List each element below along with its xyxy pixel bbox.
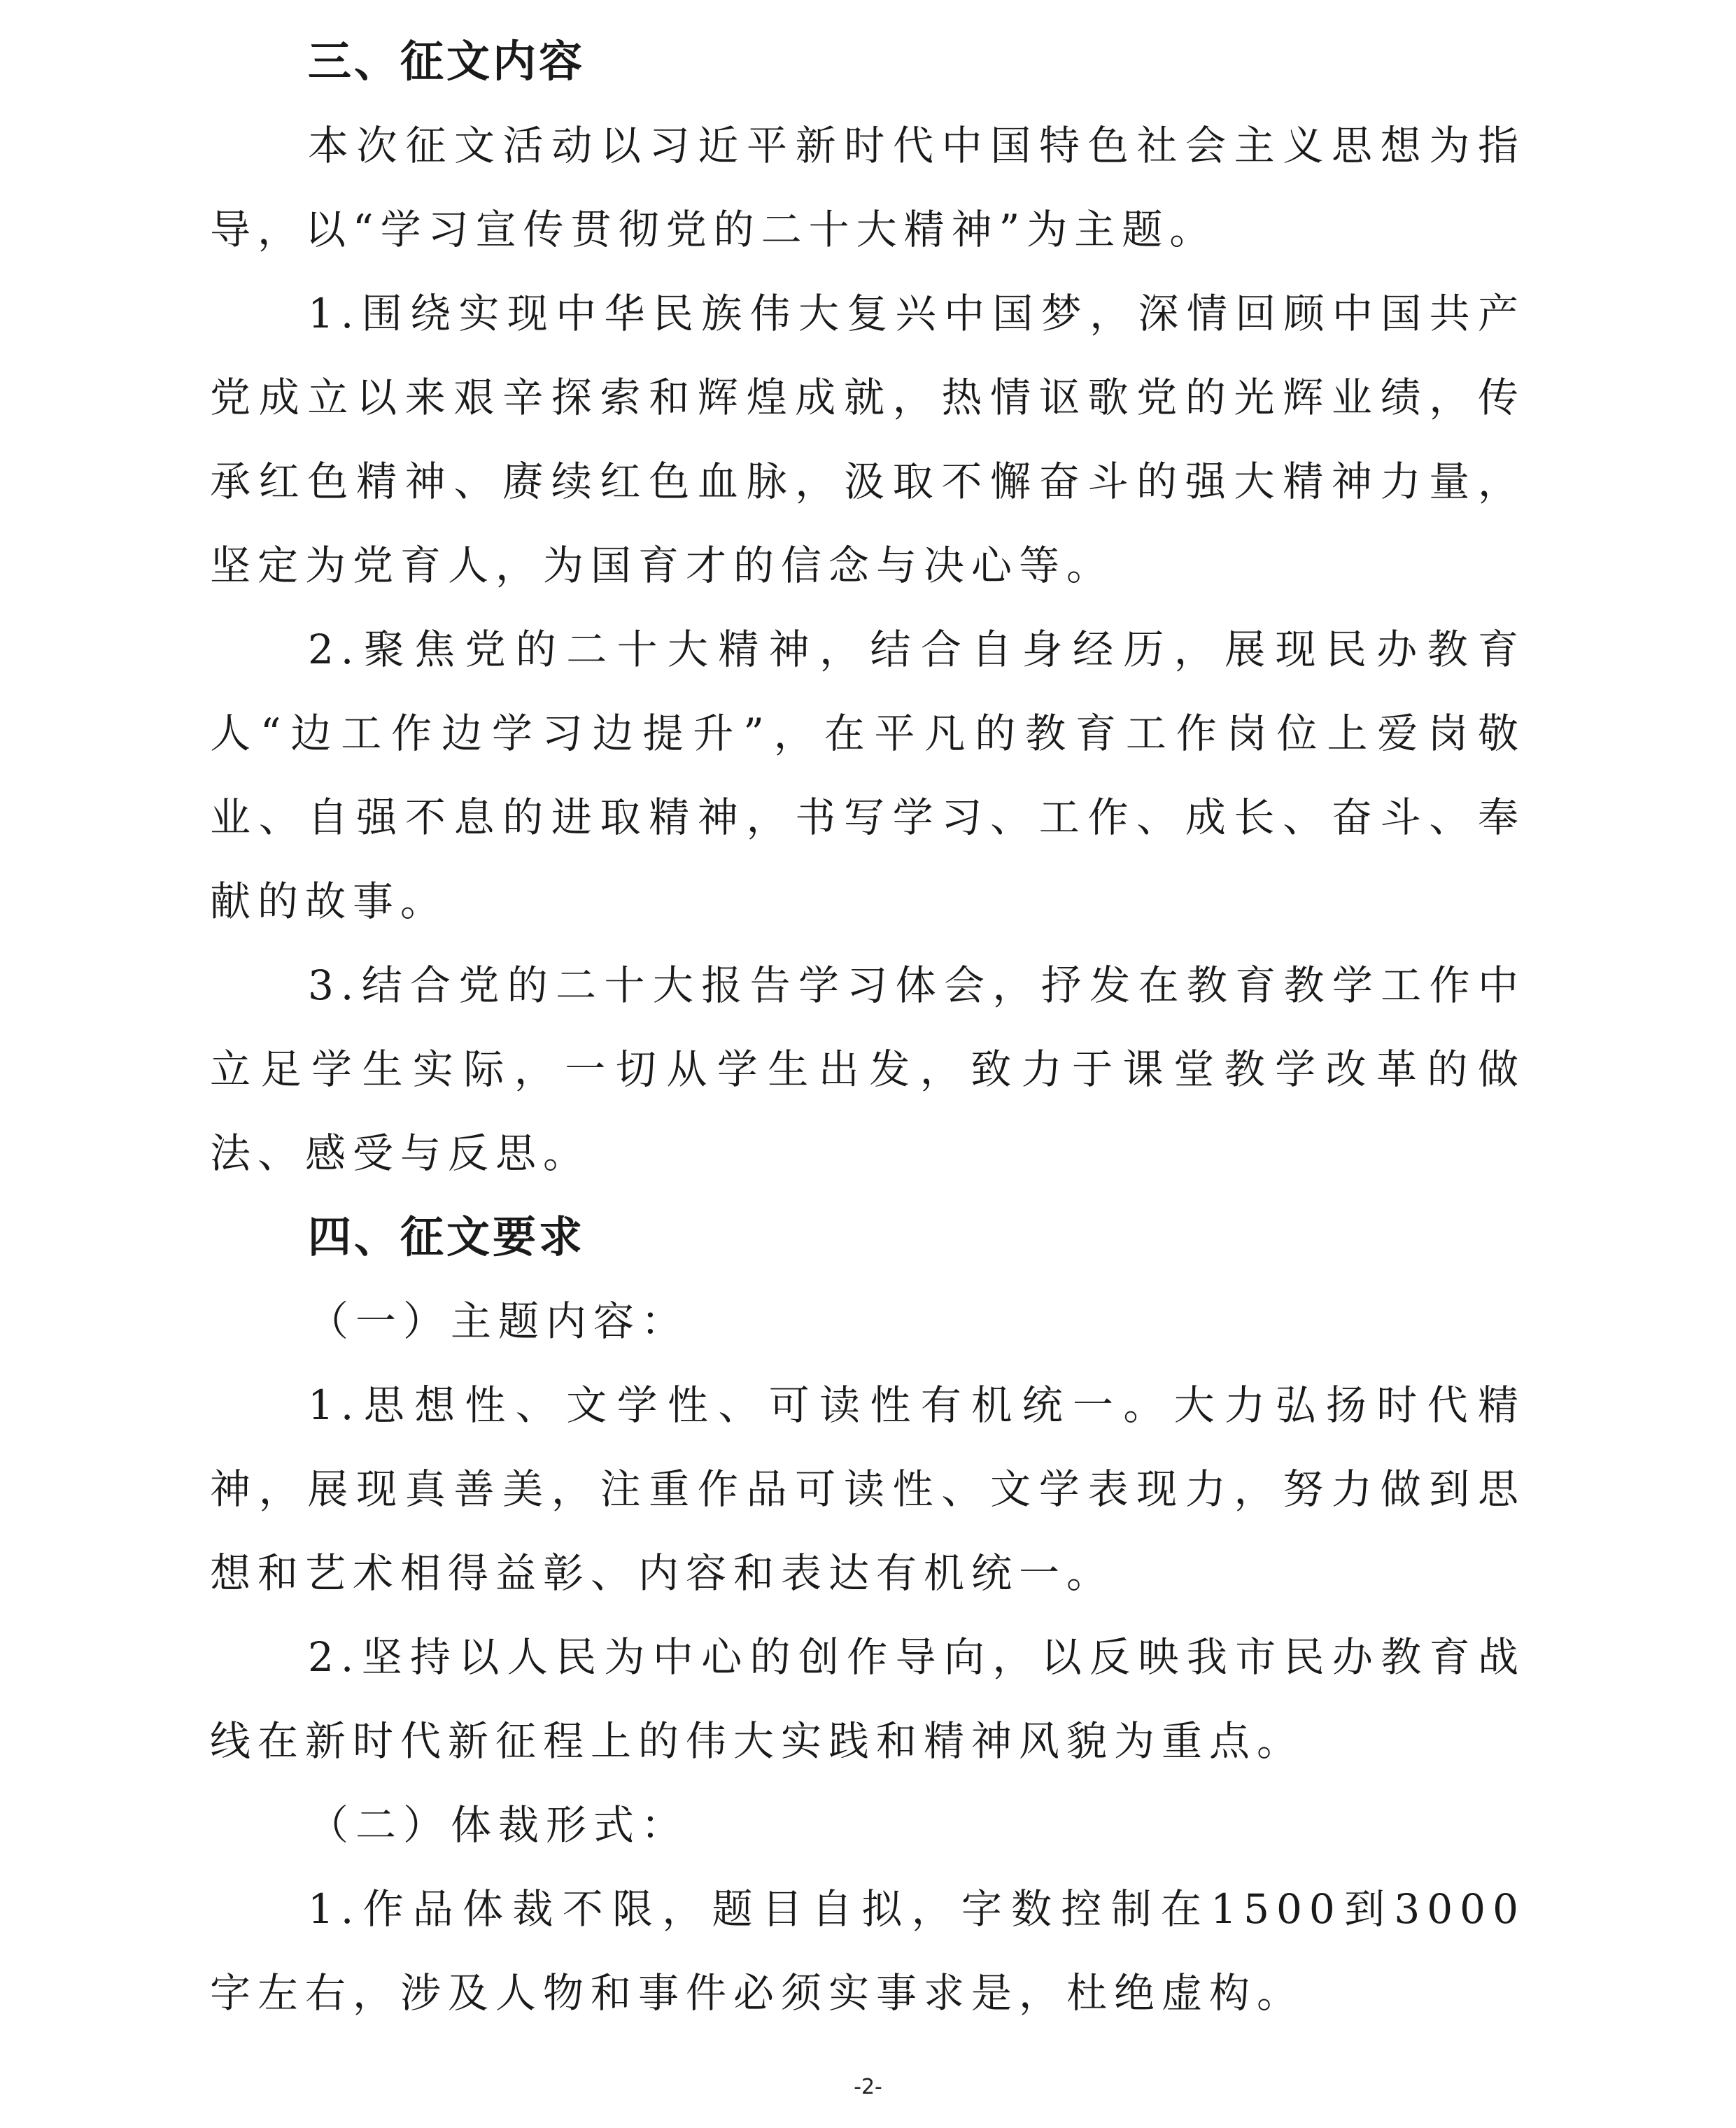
section-4-heading: 四、征文要求 [308, 1211, 586, 1262]
document-page [210, 20, 1525, 2035]
section-3-heading: 三、征文内容 [308, 36, 586, 87]
subsection-1-title: （一）主题内容： [308, 1297, 689, 1345]
subsection-2-item-1: 1.作品体裁不限，题目自拟，字数控制在1500到3000字左右，涉及人物和事件必须实事求是，杜绝虚构。 [210, 1885, 1525, 2017]
section-3-item-2: 2.聚焦党的二十大精神，结合自身经历，展现民办教育人“边工作边学习边提升”，在平凡的教育工作岗位上爱岗敬业、自强不息的进取精神，书写学习、工作、成长、奋斗、奉献的故事。 [210, 626, 1525, 925]
subsection-1-item-2: 2.坚持以人民为中心的创作导向，以反映我市民办教育战线在新时代新征程上的伟大实践和精神风貌为重点。 [210, 1633, 1525, 1765]
section-3-intro: 本次征文活动以习近平新时代中国特色社会主义思想为指导，以“学习宣传贯彻党的二十大精神”为主题。 [210, 122, 1525, 253]
section-3-item-3: 3.结合党的二十大报告学习体会，抒发在教育教学工作中立足学生实际，一切从学生出发，致力于课堂教学改革的做法、感受与反思。 [210, 961, 1525, 1177]
section-3-item-1: 1.围绕实现中华民族伟大复兴中国梦，深情回顾中国共产党成立以来艰辛探索和辉煌成就，热情讴歌党的光辉业绩，传承红色精神、赓续红色血脉，汲取不懈奋斗的强大精神力量，坚定为党育人，为国育才的信念与决心等。 [210, 290, 1525, 589]
subsection-2-title: （二）体裁形式： [308, 1801, 689, 1849]
subsection-1-item-1: 1.思想性、文学性、可读性有机统一。大力弘扬时代精神，展现真善美，注重作品可读性、文学表现力，努力做到思想和艺术相得益彰、内容和表达有机统一。 [210, 1381, 1525, 1597]
page-number: -2- [854, 2075, 882, 2099]
